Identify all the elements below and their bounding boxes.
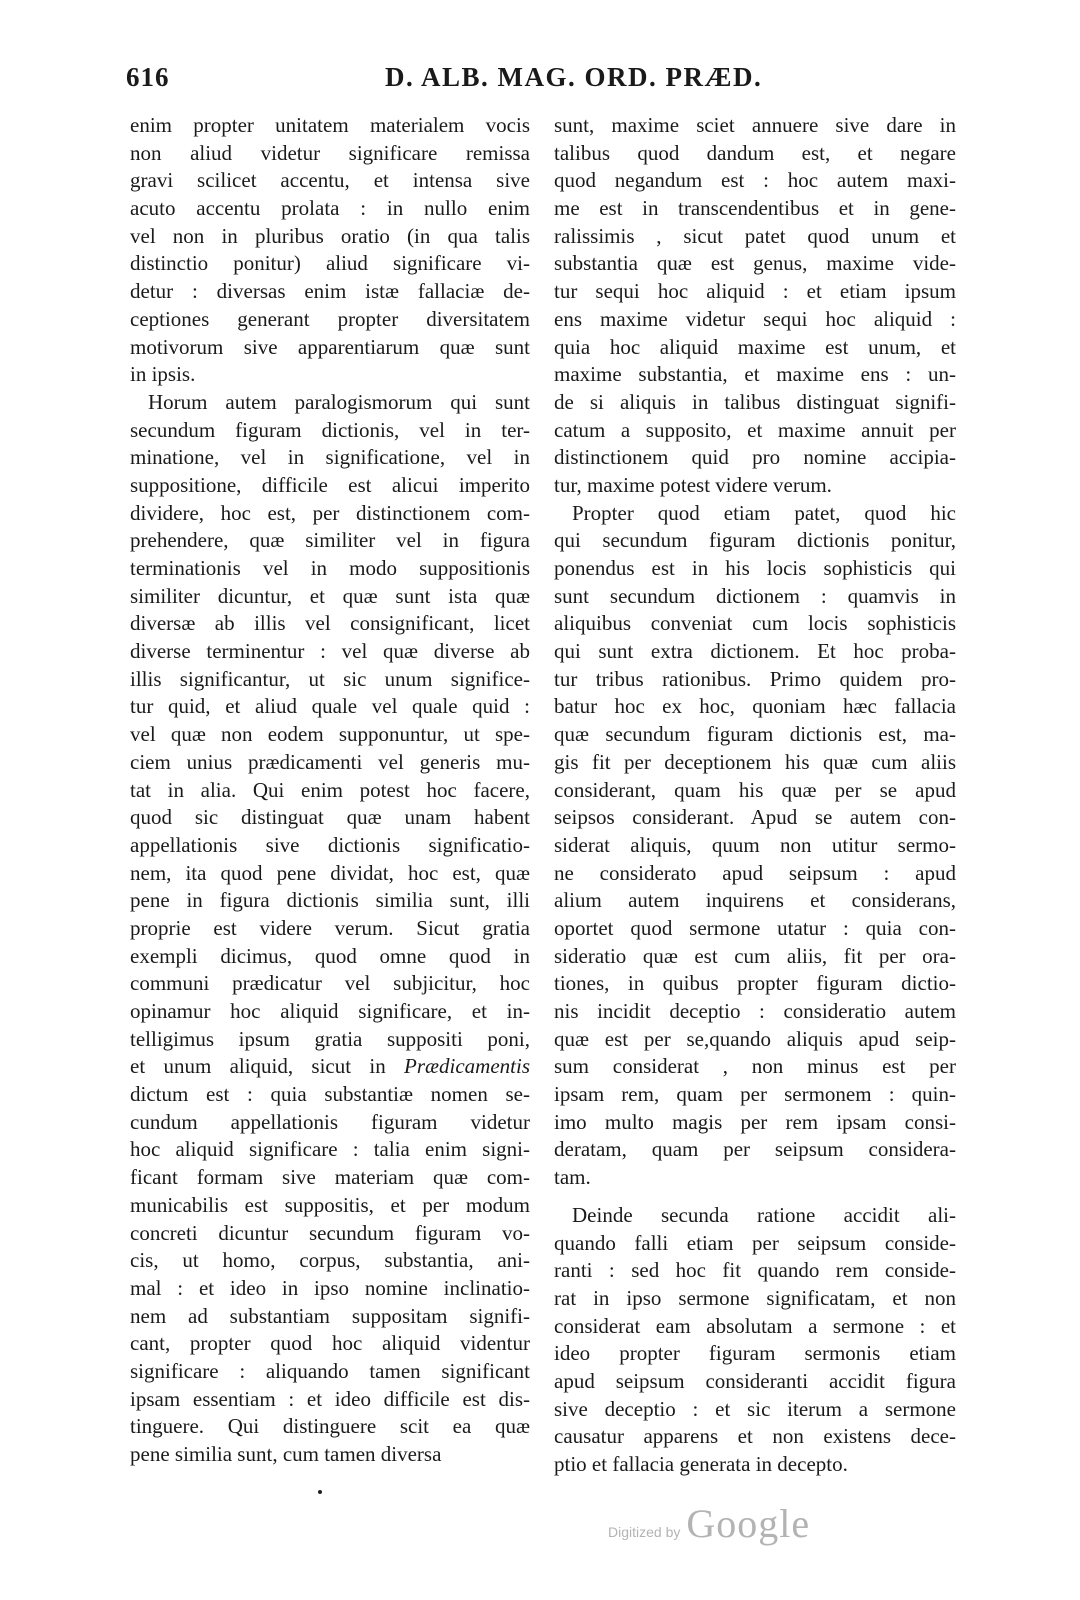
watermark-logo-text: Google	[686, 1501, 811, 1546]
paragraph	[130, 112, 530, 389]
text-line: pene similia sunt, cum tamen diversa	[130, 1442, 442, 1466]
text-line: oportet quod sermone utatur : quia con-	[554, 915, 956, 940]
text-line: suppositione, difficile est alicui imperito	[130, 472, 530, 497]
text-line: dictum est : quia substantiæ nomen se-	[130, 1082, 530, 1107]
google-watermark	[608, 1500, 810, 1550]
text-line: appellationis sive dictionis significatio-	[130, 832, 530, 857]
left-text-column	[130, 112, 530, 1469]
text-line: ranti : sed hoc fit quando rem conside-	[554, 1258, 956, 1283]
text-line: qui sunt extra dictionem. Et hoc proba-	[554, 639, 956, 664]
text-line: terminationis vel in modo suppositionis	[130, 556, 530, 580]
text-line: tur, maxime potest videre verum.	[554, 472, 832, 497]
text-line: me est in transcendentibus et in gene-	[554, 196, 956, 221]
text-line: pene in figura dictionis similia sunt, illi	[130, 888, 530, 913]
text-line: considerat eam absolutam a sermone : et	[554, 1313, 956, 1338]
text-line: dividere, hoc est, per distinctionem com-	[130, 500, 530, 525]
text-line: tur sequi hoc aliquid : et etiam ipsum	[554, 279, 956, 304]
text-line: et unum aliquid, sicut in Prædicamentis	[130, 1054, 530, 1079]
text-line: opinamur hoc aliquid significare, et in-	[130, 999, 530, 1023]
text-line: Propter quod etiam patet, quod hic	[572, 500, 956, 525]
text-line: mal : et ideo in ipso nomine inclinatio-	[130, 1275, 530, 1300]
text-line: sunt, maxime sciet annuere sive dare in	[554, 113, 956, 137]
text-line: distinctionem quid pro nomine accipia-	[554, 445, 956, 470]
paragraph	[554, 1202, 956, 1479]
paragraph	[554, 112, 956, 500]
text-line: quod sic distinguat quæ unam habent	[130, 805, 530, 830]
text-line: non aliud videtur significare remissa	[130, 140, 530, 165]
text-line: quando falli etiam per seipsum conside-	[554, 1230, 956, 1255]
text-line: ne considerato apud seipsum : apud	[554, 860, 956, 885]
text-line: cundum appellationis figuram videtur	[130, 1109, 530, 1134]
text-line: nem, ita quod pene dividat, hoc est, quæ	[130, 860, 530, 885]
text-line: alium autem inquirens et considerans,	[554, 888, 956, 913]
text-line: catum a supposito, et maxime annuit per	[554, 417, 956, 442]
text-line: ralissimis , sicut patet quod unum et	[554, 223, 956, 248]
text-line: quod negandum est : hoc autem maxi-	[554, 168, 956, 193]
text-line: vel non in pluribus oratio (in qua talis	[130, 223, 530, 248]
text-line: illis significantur, ut sic unum significe-	[130, 666, 530, 691]
text-line: qui secundum figuram dictionis ponitur,	[554, 528, 956, 553]
footer-dot	[318, 1490, 322, 1494]
text-line: sunt secundum dictionem : quamvis in	[554, 583, 956, 608]
text-line: ideo propter figuram sermonis etiam	[554, 1341, 956, 1366]
text-line: quæ est per se,quando aliquis apud seip-	[554, 1026, 956, 1051]
right-text-column	[554, 112, 956, 1479]
paragraph	[130, 389, 530, 1469]
text-line: tur quid, et aliud quale vel quale quid :	[130, 694, 530, 719]
text-line: municabilis est suppositis, et per modum	[130, 1192, 530, 1217]
text-line: diverse terminentur : vel quæ diverse ab	[130, 639, 530, 664]
text-line: vel quæ non eodem supponuntur, ut spe-	[130, 722, 530, 747]
text-line: deratam, quam per seipsum considera-	[554, 1137, 956, 1162]
text-line: sive deceptio : et sic iterum a sermone	[554, 1396, 956, 1421]
text-line: nem ad substantiam suppositam signifi-	[130, 1303, 530, 1328]
text-line: hoc aliquid significare : talia enim signi-	[130, 1137, 530, 1162]
text-line: similiter dicuntur, et quæ sunt ista quæ	[130, 583, 530, 608]
text-line: proprie est videre verum. Sicut gratia	[130, 915, 530, 940]
text-line: considerant, quam his quæ per se apud	[554, 777, 956, 802]
text-line: de si aliquis in talibus distinguat signifi-	[554, 389, 956, 414]
text-line: ipsam essentiam : et ideo difficile est dis-	[130, 1386, 530, 1411]
text-line: siderat aliquis, quum non utitur sermo-	[554, 832, 956, 857]
text-line: batur hoc ex hoc, quoniam hæc fallacia	[554, 694, 956, 719]
text-line: substantia quæ est genus, maxime vide-	[554, 251, 956, 276]
text-line: significare : aliquando tamen significant	[130, 1358, 530, 1383]
text-line: cis, ut homo, corpus, substantia, ani-	[130, 1248, 530, 1273]
text-line: exempli dicimus, quod omne quod in	[130, 943, 530, 968]
text-line: tat in alia. Qui enim potest hoc facere,	[130, 777, 530, 802]
text-line: secundum figuram dictionis, vel in ter-	[130, 417, 530, 442]
text-line: tur tribus rationibus. Primo quidem pro-	[554, 666, 956, 691]
text-line: quæ secundum figuram dictionis est, ma-	[554, 722, 956, 747]
text-line: ficant formam sive materiam quæ com-	[130, 1165, 530, 1190]
text-line: communi prædicatur vel subjicitur, hoc	[130, 971, 530, 996]
text-line: acuto accentu prolata : in nullo enim	[130, 196, 530, 221]
text-line: distinctio ponitur) aliud significare vi-	[130, 251, 530, 276]
text-line: tiones, in quibus propter figuram dictio-	[554, 971, 956, 996]
text-line: diversæ ab illis vel consignificant, licet	[130, 611, 530, 636]
text-line: quia hoc aliquid maxime est unum, et	[554, 334, 956, 359]
watermark-small-text: Digitized by	[608, 1524, 681, 1540]
page-number: 616	[126, 62, 170, 92]
text-line: in ipsis.	[130, 362, 196, 387]
text-line: seipsos considerant. Apud se autem con-	[554, 805, 956, 830]
text-line: ponendus est in his locis sophisticis qui	[554, 556, 956, 580]
text-line: telligimus ipsum gratia suppositi poni,	[130, 1026, 530, 1051]
text-line: enim propter unitatem materialem vocis	[130, 113, 530, 137]
text-line: causatur apparens et non existens dece-	[554, 1424, 956, 1449]
text-line: nis incidit deceptio : consideratio autem	[554, 999, 956, 1023]
text-line: tam.	[554, 1165, 591, 1190]
text-line: sum considerat , non minus est per	[554, 1054, 956, 1079]
text-line: ptio et fallacia generata in decepto.	[554, 1452, 848, 1476]
text-line: rat in ipso sermone significatam, et non	[554, 1285, 956, 1310]
text-line: motivorum sive apparentiarum quæ sunt	[130, 334, 530, 359]
text-line: ciem unius prædicamenti vel generis mu-	[130, 749, 530, 774]
italic-title: Prædicamentis	[404, 1054, 530, 1079]
text-line: ipsam rem, quam per sermonem : quin-	[554, 1082, 956, 1107]
text-line: maxime substantia, et maxime ens : un-	[554, 362, 956, 387]
text-line: ceptiones generant propter diversitatem	[130, 306, 530, 331]
text-line: gis fit per deceptionem his quæ cum aliis	[554, 749, 956, 774]
text-line: concreti dicuntur secundum figuram vo-	[130, 1220, 530, 1245]
running-header	[0, 62, 1080, 102]
paragraph	[554, 500, 956, 1192]
text-line: gravi scilicet accentu, et intensa sive	[130, 168, 530, 193]
text-line: talibus quod dandum est, et negare	[554, 140, 956, 165]
text-line: aliquibus conveniat cum locis sophisticis	[554, 611, 956, 636]
text-line: Horum autem paralogismorum qui sunt	[148, 389, 530, 414]
text-line: minatione, vel in significatione, vel in	[130, 445, 530, 470]
text-line: imo multo magis per rem ipsam consi-	[554, 1109, 956, 1134]
text-line: ens maxime videtur sequi hoc aliquid :	[554, 306, 956, 331]
paragraph-gap	[554, 1192, 956, 1202]
text-line: tinguere. Qui distinguere scit ea quæ	[130, 1414, 530, 1439]
text-line: cant, propter quod hoc aliquid videntur	[130, 1331, 530, 1356]
text-line: detur : diversas enim istæ fallaciæ de-	[130, 279, 530, 304]
text-line: sideratio quæ est cum aliis, fit per ora-	[554, 943, 956, 968]
text-line: prehendere, quæ similiter vel in figura	[130, 528, 530, 553]
text-line: apud seipsum consideranti accidit figura	[554, 1368, 956, 1393]
text-line: Deinde secunda ratione accidit ali-	[572, 1202, 956, 1227]
running-title: D. ALB. MAG. ORD. PRÆD.	[385, 62, 763, 92]
